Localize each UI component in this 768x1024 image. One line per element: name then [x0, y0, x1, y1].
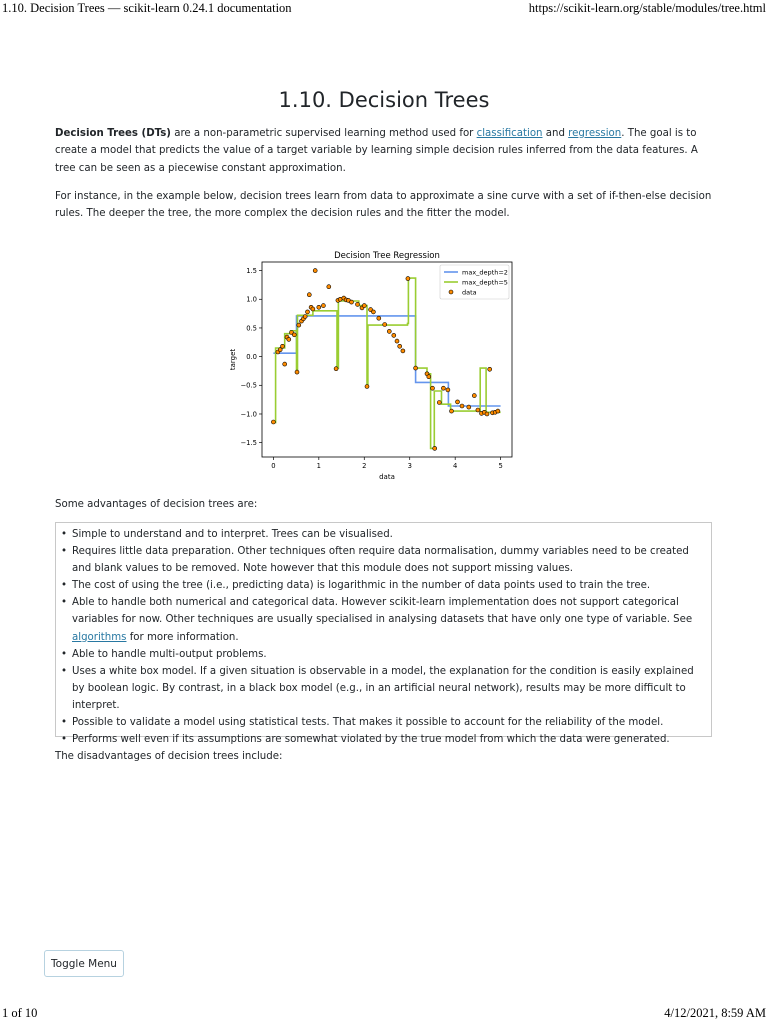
y-tick-label: 0.5	[246, 324, 257, 333]
x-tick-label: 0	[271, 462, 276, 470]
example-paragraph: For instance, in the example below, decision trees learn from data to approximate a sine curve with a set of if-then-else decision rules. The deeper the tree, the more complex the decision rules and the fitter the model.	[55, 191, 712, 220]
data-point	[414, 366, 418, 370]
bullet-icon: •	[61, 734, 68, 746]
data-point	[467, 405, 471, 409]
bullet-icon: •	[61, 580, 68, 592]
data-point	[317, 305, 321, 309]
data-point	[387, 329, 391, 333]
decision-tree-regression-figure	[225, 247, 520, 483]
x-tick-label: 5	[498, 462, 503, 470]
data-point	[306, 310, 310, 314]
data-point	[472, 394, 476, 398]
data-point	[437, 401, 441, 405]
data-point	[456, 400, 460, 404]
data-point	[395, 339, 399, 343]
legend-label: data	[462, 288, 477, 297]
data-point	[297, 323, 301, 327]
advantages-list	[61, 526, 709, 748]
data-point	[377, 316, 381, 320]
data-point	[383, 323, 387, 327]
classification-link[interactable]: classification	[476, 128, 543, 139]
advantage-text: Simple to understand and to interpret. Trees can be visualised.	[72, 529, 393, 540]
advantage-item	[61, 577, 709, 594]
data-point	[365, 385, 369, 389]
print-footer	[0, 1006, 768, 1024]
advantage-item	[61, 526, 709, 543]
data-point	[311, 307, 315, 311]
data-point	[283, 362, 287, 366]
y-tick-label: 0.0	[246, 353, 257, 362]
data-point	[441, 386, 445, 390]
print-footer-page: 1 of 10	[2, 1006, 38, 1020]
x-tick-label: 3	[407, 462, 412, 470]
disadvantages-intro: The disadvantages of decision trees include:	[55, 751, 283, 762]
algorithms-link[interactable]: algorithms	[72, 631, 127, 643]
data-point	[398, 344, 402, 348]
data-point	[401, 349, 405, 353]
data-point	[460, 404, 464, 408]
intro-text-3: . The goal is to create a model that predicts the value of a target variable by learning simple decision rules inferred from the data features. A tree can be seen as a piecewise constant approximation.	[55, 128, 698, 174]
intro-term: Decision Trees (DTs)	[55, 128, 171, 139]
bullet-icon: •	[61, 717, 68, 729]
advantages-box	[55, 522, 712, 746]
data-point	[313, 269, 317, 273]
print-header-url: https://scikit-learn.org/stable/modules/tree.html	[528, 1, 766, 15]
legend-label: max_depth=2	[462, 268, 508, 277]
chart-svg	[225, 247, 520, 483]
data-point	[427, 375, 431, 379]
data-point	[292, 333, 296, 337]
data-point	[321, 304, 325, 308]
advantage-text: Performs well even if its assumptions are somewhat violated by the true model from which the data were generated.	[72, 734, 670, 746]
regression-link[interactable]: regression	[568, 128, 622, 139]
advantage-item	[61, 714, 709, 731]
y-tick-label: −1.5	[240, 439, 257, 448]
data-point	[307, 293, 311, 297]
bullet-icon: •	[61, 665, 68, 677]
data-point	[371, 310, 375, 314]
bullet-icon: •	[61, 648, 68, 660]
advantage-text: Able to handle both numerical and categorical data. However scikit-learn implementation does not support categorical variables for now. Other techniques are usually specialised in analysing datasets that have only one type of variable. See	[72, 597, 693, 626]
intro-paragraph	[55, 125, 715, 177]
data-point	[446, 388, 450, 392]
legend-label: max_depth=5	[462, 278, 508, 287]
data-point	[431, 386, 435, 390]
y-tick-label: 1.5	[246, 267, 257, 276]
data-point	[281, 344, 285, 348]
advantage-text: Possible to validate a model using statistical tests. That makes it possible to account for the reliability of the model.	[72, 717, 664, 729]
x-axis-label: data	[379, 473, 395, 481]
data-point	[392, 333, 396, 337]
advantage-item	[61, 594, 709, 645]
data-point	[406, 277, 410, 281]
advantage-item	[61, 543, 709, 577]
advantage-text: The cost of using the tree (i.e., predicting data) is logarithmic in the number of data points used to train the tree.	[72, 580, 651, 592]
bullet-icon: •	[61, 546, 68, 558]
legend-swatch	[449, 290, 453, 294]
advantages-intro: Some advantages of decision trees are:	[55, 499, 258, 510]
advantage-text-after: for more information.	[126, 631, 239, 643]
x-tick-label: 2	[362, 462, 367, 470]
intro-text-2: and	[542, 128, 569, 139]
bullet-icon: •	[61, 597, 68, 609]
data-point	[350, 300, 354, 304]
bullet-icon: •	[61, 529, 68, 540]
print-header-title: 1.10. Decision Trees — scikit-learn 0.24.1 documentation	[2, 1, 292, 15]
advantage-text: Requires little data preparation. Other techniques often require data normalisation, dummy variables need to be created and blank values to be removed. Note however that this module does not support missing values.	[72, 546, 689, 575]
chart-title: Decision Tree Regression	[334, 251, 440, 261]
data-point	[287, 337, 291, 341]
print-footer-datetime: 4/12/2021, 8:59 AM	[664, 1006, 766, 1020]
data-point	[476, 408, 480, 412]
toggle-menu-button[interactable]: Toggle Menu	[44, 950, 124, 977]
data-point	[450, 409, 454, 413]
print-header	[0, 0, 768, 18]
advantage-text: Uses a white box model. If a given situation is observable in a model, the explanation for the condition is easily explained by boolean logic. By contrast, in a black box model (e.g., in an artificial neural network), results may be more difficult to interpret.	[72, 665, 694, 711]
x-tick-label: 1	[316, 462, 321, 470]
data-point	[485, 412, 489, 416]
advantage-item	[61, 663, 709, 714]
data-point	[303, 315, 307, 319]
page-title: 1.10. Decision Trees	[278, 88, 490, 112]
advantage-item	[61, 646, 709, 663]
advantage-item	[61, 731, 709, 748]
data-point	[334, 367, 338, 371]
data-point	[488, 367, 492, 371]
x-tick-label: 4	[453, 462, 458, 470]
data-point	[496, 409, 500, 413]
y-axis-label: target	[229, 348, 237, 371]
intro-text-1: are a non-parametric supervised learning method used for	[170, 128, 477, 139]
data-point	[327, 285, 331, 289]
data-point	[433, 446, 437, 450]
y-tick-label: −0.5	[240, 381, 257, 390]
advantage-text: Able to handle multi-output problems.	[72, 648, 267, 660]
data-point	[271, 420, 275, 424]
y-tick-label: 1.0	[246, 295, 257, 304]
data-point	[356, 302, 360, 306]
data-point	[295, 370, 299, 374]
y-tick-label: −1.0	[240, 410, 257, 419]
data-point	[362, 304, 366, 308]
